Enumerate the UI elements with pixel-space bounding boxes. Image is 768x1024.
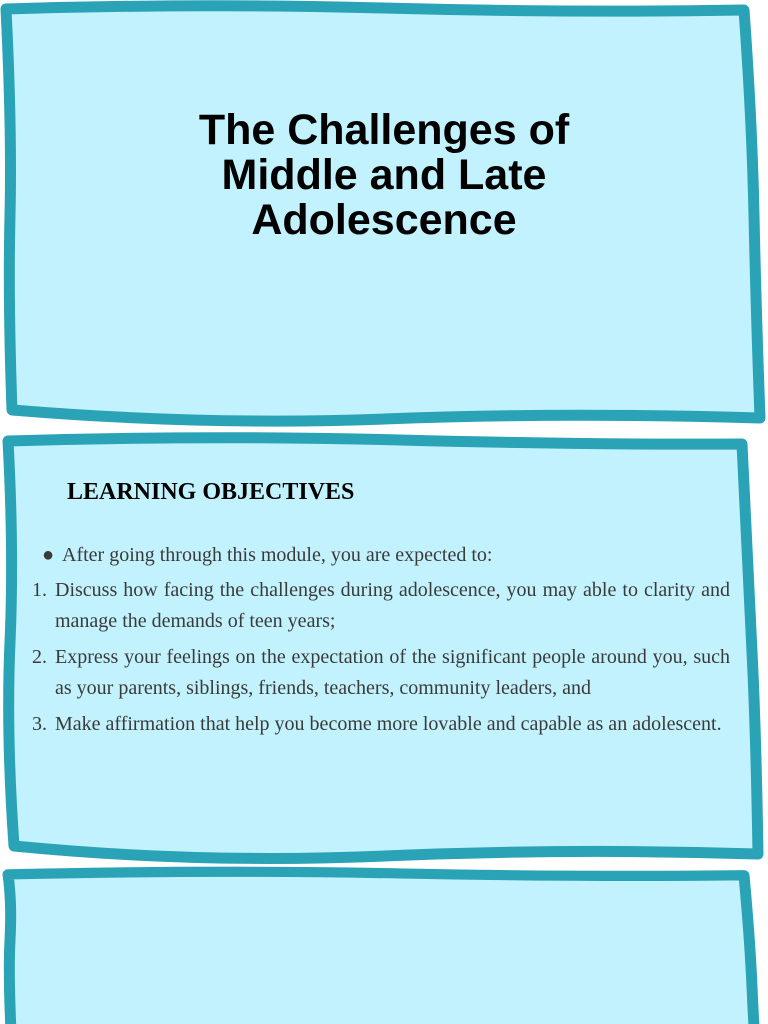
- list-text: Make affirmation that help you become more lovable and capable as an adolescent.: [55, 713, 722, 735]
- section-heading: LEARNING OBJECTIVES: [67, 479, 355, 505]
- objectives-list: [0, 575, 768, 740]
- list-text: Express your feelings on the expectation of the significant people around you, such as your parents, siblings, friends, teachers, community leaders, and: [55, 646, 730, 699]
- intro-bullet: [0, 540, 768, 571]
- list-item: [0, 642, 768, 704]
- list-number: 3.: [32, 713, 47, 735]
- objectives-slide: [0, 432, 768, 864]
- list-number: 1.: [32, 579, 47, 601]
- slide-frame: [0, 866, 768, 1024]
- objectives-content: [0, 540, 768, 745]
- list-item: [0, 709, 768, 740]
- list-item: [0, 575, 768, 637]
- slide-title: The Challenges of Middle and Late Adolescence: [198, 106, 570, 244]
- list-text: Discuss how facing the challenges during adolescence, you may able to clarity and manage the demands of teen years;: [55, 579, 730, 632]
- next-slide: [0, 866, 768, 1024]
- list-number: 2.: [32, 646, 47, 668]
- intro-text: After going through this module, you are expected to:: [62, 544, 493, 566]
- title-slide: [0, 0, 768, 430]
- bullet-icon: ●: [42, 544, 55, 566]
